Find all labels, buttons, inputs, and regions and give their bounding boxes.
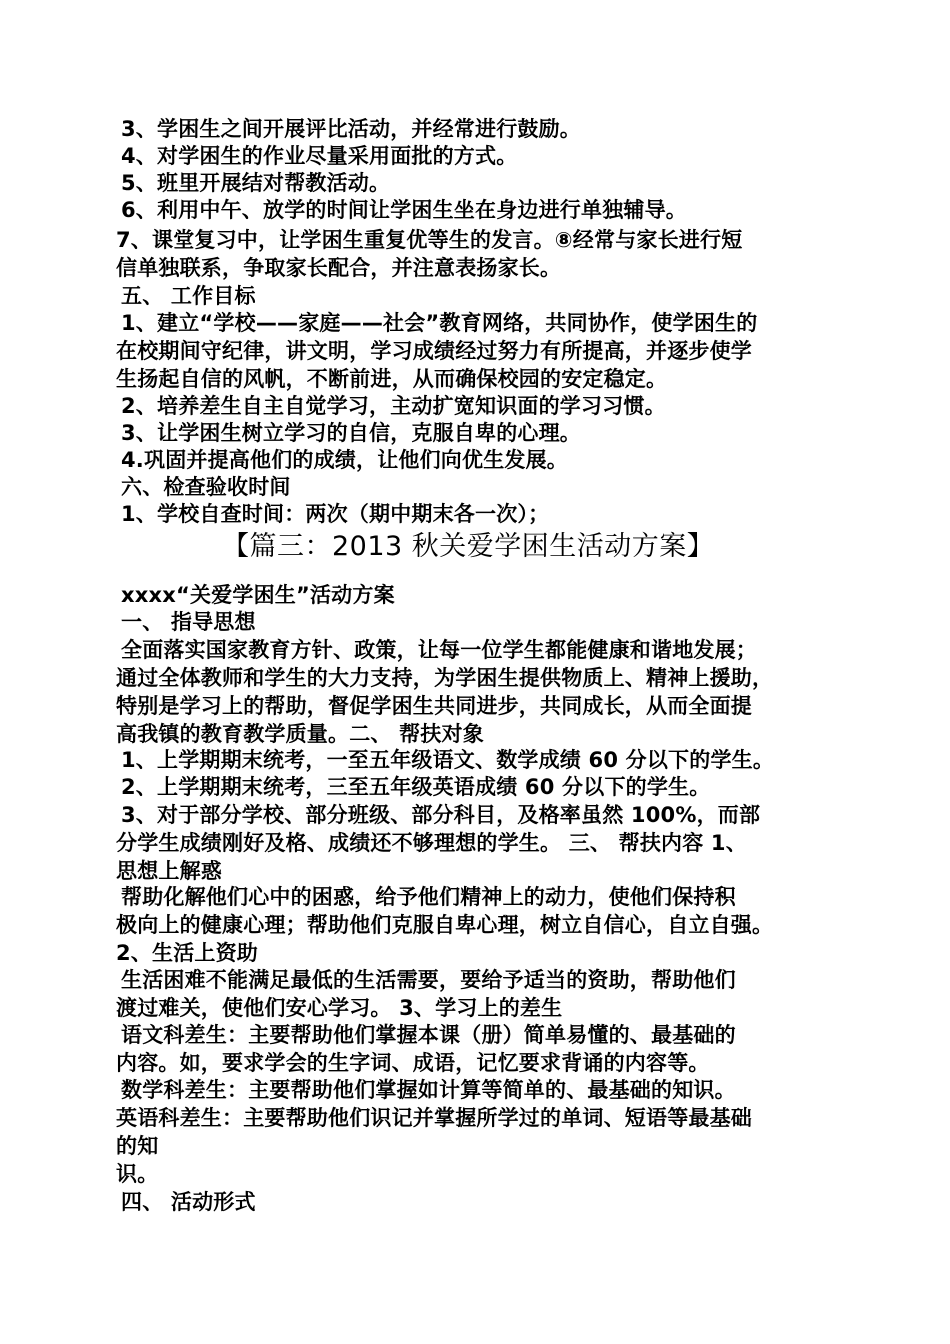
text-line: 5、班里开展结对帮教活动。 <box>121 171 391 195</box>
text-line: 生活困难不能满足最低的生活需要，要给予适当的资助，帮助他们 <box>121 968 736 992</box>
section-heading-part-three: 【篇三：2013 秋关爱学困生活动方案】 <box>222 531 715 562</box>
text-line: 信单独联系，争取家长配合，并注意表扬家长。 <box>116 256 562 280</box>
text-line: 高我镇的教育教学质量。二、 帮扶对象 <box>116 722 484 746</box>
text-line: 6、利用中午、放学的时间让学困生坐在身边进行单独辅导。 <box>121 198 688 222</box>
text-line: 2、上学期期末统考，三至五年级英语成绩 60 分以下的学生。 <box>121 775 711 799</box>
text-line: 识。 <box>116 1162 159 1186</box>
text-line: 2、培养差生自主自觉学习，主动扩宽知识面的学习习惯。 <box>121 394 666 418</box>
text-line: 通过全体教师和学生的大力支持，为学困生提供物质上、精神上援助， <box>116 666 774 690</box>
text-line: 7、课堂复习中，让学困生重复优等生的发言。⑧经常与家长进行短 <box>116 228 743 252</box>
section-heading-inspection-time: 六、检查验收时间 <box>121 475 291 499</box>
section-heading-activity-form: 四、 活动形式 <box>121 1190 256 1214</box>
text-line: 语文科差生：主要帮助他们掌握本课（册）简单易懂的、最基础的 <box>121 1023 736 1047</box>
section-heading-work-goals: 五、 工作目标 <box>121 284 256 308</box>
text-line: 全面落实国家教育方针、政策，让每一位学生都能健康和谐地发展； <box>121 638 757 662</box>
text-line: 内容。如，要求学会的生字词、成语，记忆要求背诵的内容等。 <box>116 1051 710 1075</box>
text-line: 3、学困生之间开展评比活动，并经常进行鼓励。 <box>121 117 582 141</box>
document-subtitle: xxxx“关爱学困生”活动方案 <box>121 583 395 607</box>
section-heading-guiding-thought: 一、 指导思想 <box>121 610 256 634</box>
text-line: 1、上学期期末统考，一至五年级语文、数学成绩 60 分以下的学生。 <box>121 748 775 772</box>
text-line: 帮助化解他们心中的困惑，给予他们精神上的动力，使他们保持积 <box>121 885 736 909</box>
text-line: 特别是学习上的帮助，督促学困生共同进步，共同成长，从而全面提 <box>116 694 752 718</box>
text-line: 生扬起自信的风帆，不断前进，从而确保校园的安定稳定。 <box>116 367 668 391</box>
text-line: 4、对学困生的作业尽量采用面批的方式。 <box>121 144 518 168</box>
text-line: 分学生成绩刚好及格、成绩还不够理想的学生。 三、 帮扶内容 1、 <box>116 831 747 855</box>
text-line: 3、对于部分学校、部分班级、部分科目，及格率虽然 100%，而部 <box>121 803 761 827</box>
text-line: 的知 <box>116 1134 159 1158</box>
text-line: 极向上的健康心理；帮助他们克服自卑心理，树立自信心，自立自强。 <box>116 913 774 937</box>
text-line: 2、生活上资助 <box>116 941 259 965</box>
text-line: 渡过难关，使他们安心学习。 3、学习上的差生 <box>116 996 563 1020</box>
text-line: 数学科差生：主要帮助他们掌握如计算等简单的、最基础的知识。 <box>121 1078 736 1102</box>
text-line: 英语科差生：主要帮助他们识记并掌握所学过的单词、短语等最基础 <box>116 1106 752 1130</box>
text-line: 思想上解惑 <box>116 859 222 883</box>
text-line: 1、建立“学校——家庭——社会”教育网络，共同协作，使学困生的 <box>121 311 758 335</box>
text-line: 4.巩固并提高他们的成绩，让他们向优生发展。 <box>121 448 568 472</box>
text-line: 在校期间守纪律，讲文明，学习成绩经过努力有所提高，并逐步使学 <box>116 339 752 363</box>
text-line: 3、让学困生树立学习的自信，克服自卑的心理。 <box>121 421 582 445</box>
text-line: 1、学校自查时间：两次（期中期末各一次）； <box>121 502 550 526</box>
